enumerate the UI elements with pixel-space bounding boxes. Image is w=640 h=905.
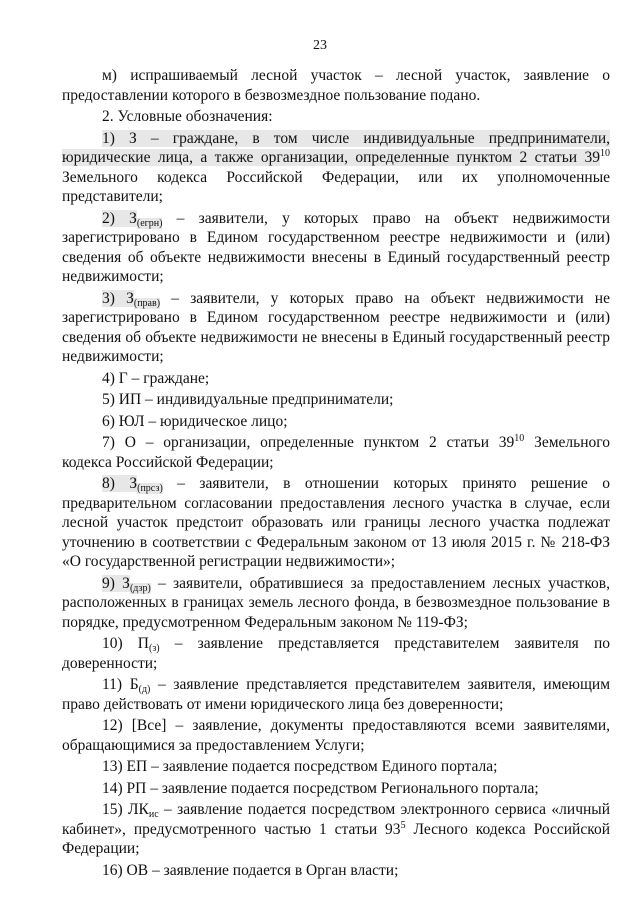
legend-item-12 <box>62 716 610 755</box>
paragraph-text: 2) З <box>102 209 137 227</box>
legend-item-14 <box>62 779 610 799</box>
legend-item-5 <box>62 390 610 410</box>
subscript: ис <box>148 809 159 820</box>
paragraph-text: 7) О – организации, определенные пунктом 2 статьи 39 <box>102 434 515 451</box>
paragraph-text: Земельного кодекса Российской Федерации, или их уполномоченные представители; <box>62 168 610 205</box>
legend-item-8 <box>62 474 610 572</box>
legend-item-13 <box>62 757 610 777</box>
paragraph-text: – заявители, в отношении которых принято решение о предварительном согласовании предоставления лесного участка в случае, если лесной участок предстоит образовать или границы лесного участка подлежат уточнению в соответствии с Федеральным законом от 13 июля 2015 г. № 218-ФЗ «О государственной регистрации недвижимости»; <box>62 475 610 570</box>
legend-item-1 <box>62 129 610 207</box>
paragraph-text: 5) ИП – индивидуальные предприниматели; <box>102 391 394 408</box>
paragraph-text: 14) РП – заявление подается посредством Регионального портала; <box>102 779 539 797</box>
paragraph-text: – заявление подается посредством электронного сервиса «личный кабинет», предусмотренного частью 1 статьи 93 <box>62 801 610 838</box>
paragraph-legend-heading <box>62 107 610 127</box>
paragraph-text: 16) ОВ – заявление подается в Орган власти; <box>102 861 399 879</box>
paragraph-text: – заявление представляется представителем заявителя, имеющим право действовать от имени юридического лица без доверенности; <box>62 676 610 713</box>
superscript: 5 <box>400 819 406 831</box>
paragraph-text: – заявители, обратившиеся за предоставлением лесных участков, расположенных в границах земель лесного фонда, в безвозмездное пользование в порядке, предусмотренном Федеральным законом № 119-ФЗ; <box>62 574 611 631</box>
legend-item-15 <box>62 800 610 859</box>
subscript: (прсз) <box>137 483 163 494</box>
paragraph-text: 15) ЛК <box>102 801 149 818</box>
paragraph-text: 2. Условные обозначения: <box>102 108 273 125</box>
paragraph-text: 3) З <box>102 289 134 307</box>
paragraph-text: 6) ЮЛ – юридическое лицо; <box>102 412 288 430</box>
paragraph-text: 4) Г – граждане; <box>102 369 210 387</box>
legend-item-3 <box>62 289 610 367</box>
subscript: (з) <box>149 643 160 654</box>
paragraph-text: – заявители, у которых право на объект недвижимости не зарегистрировано в Едином государственном реестре недвижимости и (или) сведения об объекте недвижимости не внесены в Единый государственный реестр недвижимости; <box>62 289 610 365</box>
paragraph-text: 13) ЕП – заявление подается посредством Единого портала; <box>102 758 498 775</box>
legend-item-6 <box>62 412 610 432</box>
paragraph-text: 9) З <box>102 574 130 592</box>
paragraph-text: – заявление представляется представителем заявителя по доверенности; <box>62 635 610 672</box>
paragraph-text: 11) Б <box>102 676 139 693</box>
paragraph-text: Земельного кодекса Российской Федерации; <box>62 434 611 471</box>
paragraph-text: 12) [Все] – заявление, документы предоставляются всеми заявителями, обращающимися за предоставлением Услуги; <box>62 717 610 754</box>
legend-item-7 <box>62 433 610 472</box>
legend-item-16 <box>62 861 610 881</box>
subscript: (д) <box>138 684 151 695</box>
paragraph-text: Лесного кодекса Российской Федерации; <box>62 820 610 857</box>
legend-item-9 <box>62 574 610 633</box>
superscript: 10 <box>600 148 610 159</box>
paragraph-text: м) испрашиваемый лесной участок – лесной участок, заявление о предоставлении которого в безвозмездное пользование подано. <box>62 67 610 104</box>
legend-item-4 <box>62 369 610 389</box>
paragraph-text: – заявители, у которых право на объект недвижимости зарегистрировано в Едином государственном реестре недвижимости и (или) сведения об объекте недвижимости внесены в Единый государственный реестр недвижимости; <box>62 209 610 285</box>
subscript: (егрн) <box>136 217 163 229</box>
legend-item-10 <box>62 634 610 673</box>
paragraph-text: 1) З – граждане, в том числе индивидуальные предприниматели, юридические лица, а также организации, определенные пунктом 2 статьи 39 <box>62 129 610 166</box>
subscript: (дзр) <box>129 582 151 594</box>
page-number: 23 <box>313 38 327 53</box>
subscript: (прав) <box>133 297 161 309</box>
paragraph-text: 10) П <box>102 635 149 652</box>
paragraph-text: 8) З <box>102 475 138 492</box>
paragraph-item-m <box>62 66 610 105</box>
document-body <box>62 66 610 882</box>
superscript: 10 <box>514 433 525 444</box>
legend-item-11 <box>62 675 610 714</box>
legend-item-2 <box>62 209 610 287</box>
